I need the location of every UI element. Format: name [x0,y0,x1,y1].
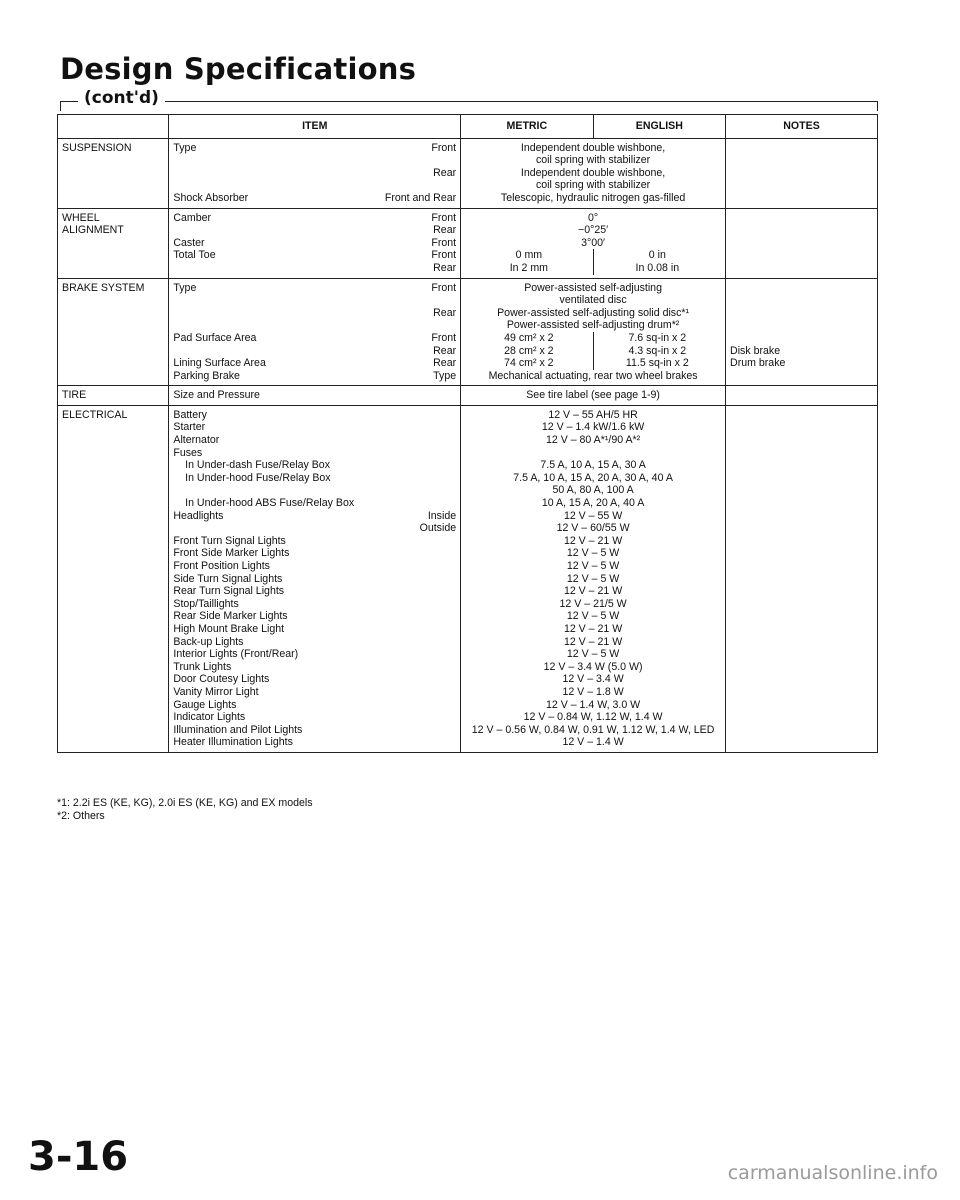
spec-value: coil spring with stabilizer [535,154,651,167]
page-subtitle: (cont'd) [78,88,165,108]
item-position: Front [431,331,457,344]
item-line [173,560,456,573]
item-line [173,224,456,237]
spec-value [465,447,721,460]
item-name: High Mount Brake Light [173,622,285,635]
header-item: ITEM [169,115,461,139]
item-name: Door Coutesy Lights [173,673,270,686]
item-line [173,179,456,192]
item-line [173,522,456,535]
spec-value: Independent double wishbone, [520,141,666,154]
item-line [173,661,456,674]
item-name: Camber [173,211,212,224]
item-line [173,389,456,402]
spec-value: Telescopic, hydraulic nitrogen gas-filled [500,191,686,204]
continued-rule-left-tick [60,101,61,111]
continued-rule [60,101,878,102]
spec-value: 12 V – 21 W [563,534,623,547]
item-line [173,472,456,485]
item-name: Rear Turn Signal Lights [173,585,285,598]
section-items [169,138,461,208]
header-notes: NOTES [726,115,878,139]
item-line [173,192,456,205]
continued-rule-right-tick [877,101,878,111]
item-line [173,307,456,320]
item-name: Shock Absorber [173,191,249,204]
item-line [173,711,456,724]
item-line [173,409,456,422]
item-name: Trunk Lights [173,660,232,673]
item-name: Size and Pressure [173,389,260,402]
spec-value: See tire label (see page 1-9) [526,389,660,402]
note-line [730,319,873,332]
note-line [730,307,873,320]
spec-value: 3°00′ [581,236,606,249]
item-name: Stop/Taillights [173,597,239,610]
item-line [173,598,456,611]
item-name: Alternator [173,434,220,447]
section-group-label: BRAKE SYSTEM [58,278,169,386]
spec-value: 0° [588,211,599,224]
section-values [461,386,726,406]
item-line [173,547,456,560]
item-name: Headlights [173,509,224,522]
spec-value: ventilated disc [559,294,627,307]
item-line [173,345,456,358]
item-position: Rear [433,224,457,237]
section-notes [726,208,878,278]
section-notes [726,405,878,752]
item-name: Front Side Marker Lights [173,547,290,560]
footnote-2: *2: Others [57,809,105,822]
table-row [58,278,878,386]
value-split-line [465,249,721,262]
item-line [173,357,456,370]
metric-value: 74 cm² x 2 [465,357,593,370]
spec-value: 12 V – 0.56 W, 0.84 W, 0.91 W, 1.12 W, 1.4 W, LED [471,723,715,736]
item-line [173,434,456,447]
metric-value: 0 mm [465,249,593,262]
header-values [461,115,726,139]
section-values [461,405,726,752]
watermark: carmanualsonline.info [727,1162,938,1184]
item-line [173,167,456,180]
section-values [461,278,726,386]
footnotes [57,797,313,822]
item-line [173,636,456,649]
spec-value: 12 V – 5 W [566,610,620,623]
item-line [173,294,456,307]
note-line [730,370,873,383]
item-name: Gauge Lights [173,698,237,711]
item-name: Starter [173,421,206,434]
item-name: In Under-hood ABS Fuse/Relay Box [173,497,355,510]
table-header-row [58,115,878,139]
spec-value: 7.5 A, 10 A, 15 A, 30 A [540,459,646,472]
section-notes [726,386,878,406]
item-position: Front [431,211,457,224]
item-line [173,736,456,749]
spec-value: 12 V – 55 W [563,509,623,522]
spec-value: Power-assisted self-adjusting drum*² [506,319,680,332]
spec-value: 12 V – 5 W [566,648,620,661]
spec-value: 12 V – 5 W [566,572,620,585]
item-position: Inside [427,509,457,522]
note-line: Disk brake [730,344,781,357]
spec-value: coil spring with stabilizer [535,179,651,192]
section-values [461,138,726,208]
spec-value: Power-assisted self-adjusting solid disc*¹ [497,306,690,319]
section-items [169,386,461,406]
english-value: In 0.08 in [635,261,680,274]
spec-value: 12 V – 3.4 W [562,673,624,686]
section-items [169,278,461,386]
item-name: Interior Lights (Front/Rear) [173,648,299,661]
item-line [173,585,456,598]
item-position: Rear [433,166,457,179]
english-value: 11.5 sq-in x 2 [625,357,689,370]
specifications-table [57,114,878,753]
metric-value: 49 cm² x 2 [465,332,593,345]
item-line [173,237,456,250]
item-line [173,535,456,548]
item-line [173,459,456,472]
spec-value: 12 V – 3.4 W (5.0 W) [543,660,643,673]
section-items [169,405,461,752]
section-group-label: WHEEL ALIGNMENT [58,208,169,278]
item-line [173,510,456,523]
spec-value: 12 V – 80 A*¹/90 A*² [545,434,641,447]
table-row [58,138,878,208]
item-name: Rear Side Marker Lights [173,610,288,623]
spec-value: 12 V – 60/55 W [556,522,630,535]
item-name: Type [173,281,197,294]
item-line [173,724,456,737]
item-name: Vanity Mirror Light [173,685,259,698]
item-line [173,370,456,383]
item-name: Pad Surface Area [173,331,257,344]
item-line [173,282,456,295]
item-name: Back-up Lights [173,635,244,648]
spec-value: −0°25′ [578,224,609,237]
note-line [730,332,873,345]
item-name: Type [173,141,197,154]
item-name: Parking Brake [173,369,240,382]
value-split-line [465,345,721,358]
spec-value: 10 A, 15 A, 20 A, 40 A [541,497,645,510]
table-row [58,405,878,752]
spec-value: 12 V – 21 W [563,622,623,635]
spec-value: 12 V – 21/5 W [559,597,627,610]
item-line [173,142,456,155]
item-line [173,154,456,167]
item-line [173,573,456,586]
item-name: In Under-hood Fuse/Relay Box [173,471,331,484]
item-name: Illumination and Pilot Lights [173,723,303,736]
section-notes [726,138,878,208]
item-name: Front Turn Signal Lights [173,534,286,547]
metric-value: 28 cm² x 2 [465,345,593,358]
spec-value: 12 V – 5 W [566,547,620,560]
item-position: Front [431,236,457,249]
header-group-blank [58,115,169,139]
value-split-line [465,332,721,345]
spec-value: 12 V – 55 AH/5 HR [548,408,638,421]
spec-value: 12 V – 21 W [563,585,623,598]
item-position: Rear [433,261,457,274]
spec-value: 12 V – 5 W [566,560,620,572]
spec-value: 12 V – 1.4 kW/1.6 kW [541,421,645,434]
note-line: Drum brake [730,357,786,370]
item-position: Front [431,249,457,262]
metric-value: In 2 mm [465,262,593,275]
table-body [58,138,878,752]
section-group-label: SUSPENSION [58,138,169,208]
item-name: Front Position Lights [173,560,270,572]
value-split-line [465,357,721,370]
header-metric: METRIC [461,115,593,138]
item-line [173,686,456,699]
item-name: Total Toe [173,249,216,262]
item-line [173,262,456,275]
item-name: Side Turn Signal Lights [173,572,283,585]
page-number: 3-16 [28,1134,129,1180]
item-position: Rear [433,344,457,357]
item-line [173,421,456,434]
item-name: Lining Surface Area [173,357,266,370]
item-line [173,497,456,510]
item-line [173,610,456,623]
note-line [730,294,873,307]
item-name: Fuses [173,446,203,459]
item-position: Rear [433,357,457,370]
table-row [58,386,878,406]
section-items [169,208,461,278]
spec-value: 12 V – 1.8 W [562,685,624,698]
item-position: Rear [433,306,457,319]
item-position: Front and Rear [384,191,457,204]
spec-value: 12 V – 21 W [563,635,623,648]
spec-value: 50 A, 80 A, 100 A [552,484,634,497]
english-value: 7.6 sq-in x 2 [628,331,687,344]
table-row [58,208,878,278]
spec-value: 7.5 A, 10 A, 15 A, 20 A, 30 A, 40 A [513,471,673,484]
footnote-1: *1: 2.2i ES (KE, KG), 2.0i ES (KE, KG) and EX models [57,797,313,809]
item-position: Outside [419,522,457,535]
section-notes [726,278,878,386]
section-group-label: ELECTRICAL [58,405,169,752]
item-name: In Under-dash Fuse/Relay Box [173,459,331,472]
english-value: 4.3 sq-in x 2 [628,344,687,357]
item-line [173,623,456,636]
item-line [173,648,456,661]
item-name: Indicator Lights [173,711,246,724]
item-position: Front [431,281,457,294]
header-english: ENGLISH [635,120,683,132]
spec-value: 12 V – 0.84 W, 1.12 W, 1.4 W [523,711,663,724]
spec-value: Mechanical actuating, rear two wheel brakes [488,369,698,382]
item-position: Front [431,141,457,154]
item-line [173,447,456,460]
section-values [461,208,726,278]
item-line [173,699,456,712]
value-split-line [465,262,721,275]
english-value: 0 in [648,249,666,262]
spec-value: Independent double wishbone, [520,166,666,179]
note-line [730,282,873,295]
spec-value: 12 V – 1.4 W, 3.0 W [545,698,641,711]
section-group-label: TIRE [58,386,169,406]
spec-value: Power-assisted self-adjusting [524,281,662,294]
item-line [173,319,456,332]
item-position: Type [433,369,457,382]
spec-value: 12 V – 1.4 W [562,736,624,749]
item-name: Battery [173,408,207,421]
item-line [173,249,456,262]
item-line [173,673,456,686]
item-line [173,484,456,497]
item-line [173,212,456,225]
page-title: Design Specifications [60,52,417,86]
item-name: Caster [173,236,205,249]
item-line [173,332,456,345]
item-name: Heater Illumination Lights [173,736,293,749]
